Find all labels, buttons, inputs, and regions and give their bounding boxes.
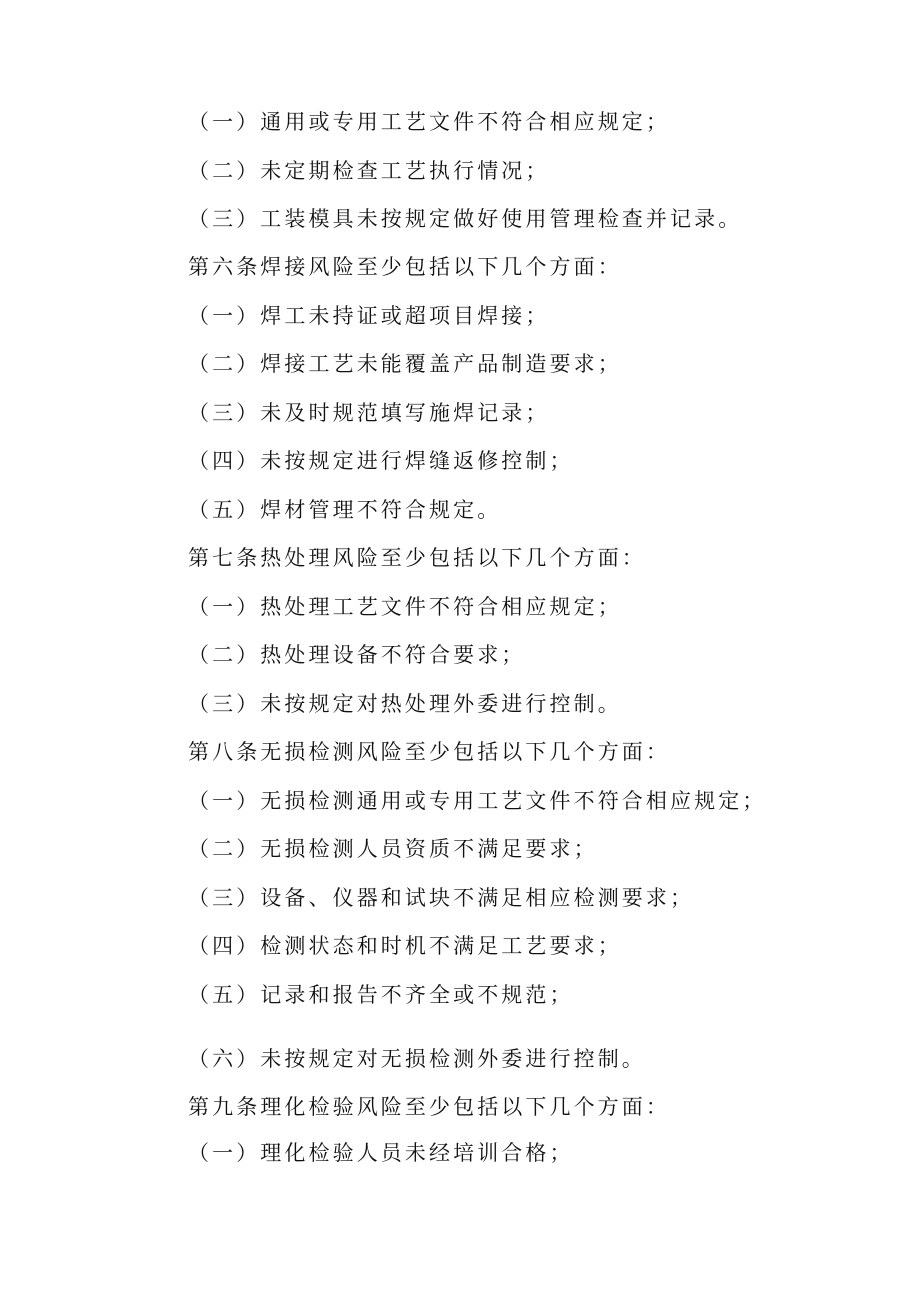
section-heading: 第八条无损检测风险至少包括以下几个方面： (188, 740, 670, 764)
list-item: （一）无损检测通用或专用工艺文件不符合相应规定； (188, 789, 767, 813)
list-item: （二）未定期检查工艺执行情况； (188, 159, 550, 183)
list-item: （三）未及时规范填写施焊记录； (188, 401, 550, 425)
list-item: （一）通用或专用工艺文件不符合相应规定； (188, 110, 670, 134)
list-item: （四）未按规定进行焊缝返修控制； (188, 449, 574, 473)
list-item: （一）理化检验人员未经培训合格； (188, 1141, 574, 1165)
list-item: （二）热处理设备不符合要求； (188, 643, 526, 667)
list-item: （三）工装模具未按规定做好使用管理检查并记录。 (188, 207, 743, 231)
section-heading: 第七条热处理风险至少包括以下几个方面： (188, 546, 646, 570)
list-item: （二）焊接工艺未能覆盖产品制造要求； (188, 352, 622, 376)
list-item: （五）记录和报告不齐全或不规范； (188, 983, 574, 1007)
list-item: （二）无损检测人员资质不满足要求； (188, 837, 598, 861)
section-heading: 第六条焊接风险至少包括以下几个方面： (188, 255, 622, 279)
list-item: （一）焊工未持证或超项目焊接； (188, 304, 550, 328)
list-item: （三）未按规定对热处理外委进行控制。 (188, 692, 622, 716)
section-heading: 第九条理化检验风险至少包括以下几个方面： (188, 1095, 670, 1119)
list-item: （四）检测状态和时机不满足工艺要求； (188, 934, 622, 958)
list-item: （三）设备、仪器和试块不满足相应检测要求； (188, 886, 695, 910)
list-item: （一）热处理工艺文件不符合相应规定； (188, 595, 622, 619)
list-item: （六）未按规定对无损检测外委进行控制。 (188, 1047, 646, 1071)
list-item: （五）焊材管理不符合规定。 (188, 498, 502, 522)
